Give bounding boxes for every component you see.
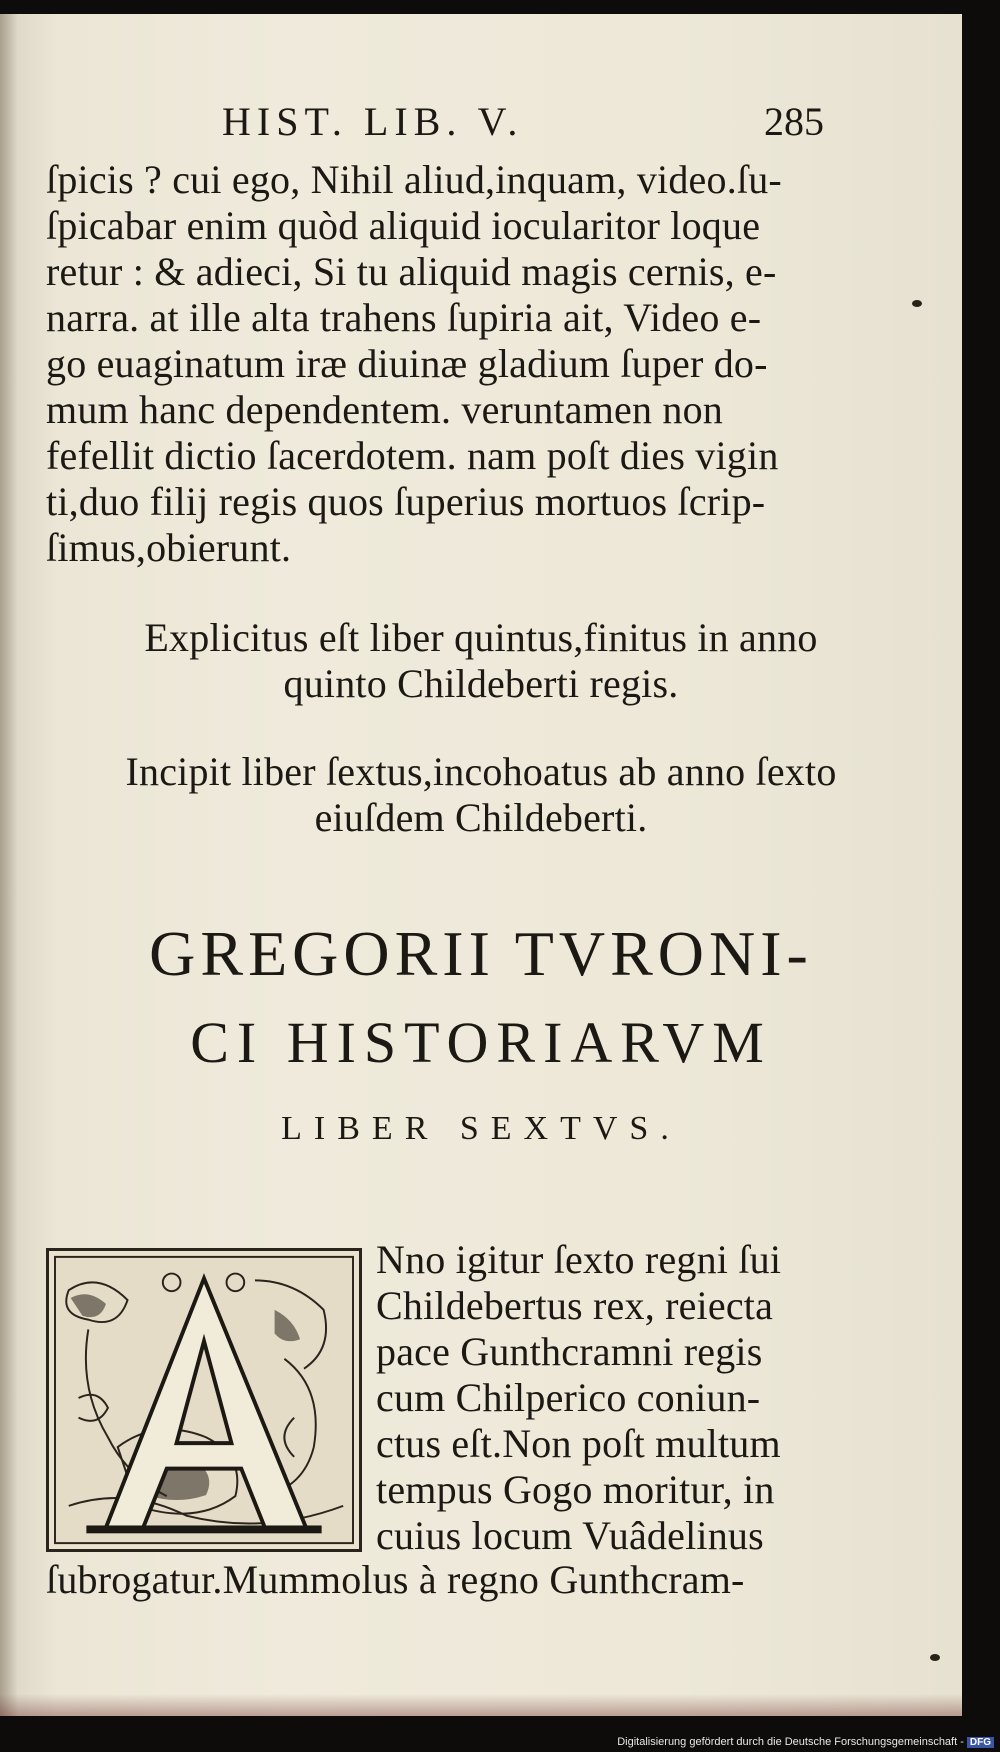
chapter-line: tempus Gogo moritur, in (376, 1467, 775, 1512)
page-gutter-shadow (0, 14, 18, 1716)
incipit-line: Incipit liber ſextus,incohoatus ab anno ſexto (125, 749, 837, 794)
text-line: go euaginatum iræ diuinæ gladium ſuper do- (46, 341, 768, 386)
book-title-line-1: GREGORII TVRONI- (149, 918, 813, 989)
chapter-line: ctus eſt.Non poſt multum (376, 1421, 781, 1466)
chapter-line: cum Chilperico coniun- (376, 1375, 761, 1420)
text-line: narra. at ille alta trahens ſupiria ait, Video e- (46, 295, 762, 340)
text-line: mum hanc dependentem. veruntamen non (46, 387, 723, 432)
chapter-line: pace Gunthcramni regis (376, 1329, 763, 1374)
chapter-line: cuius locum Vuâdelinus (376, 1513, 764, 1558)
dfg-logo: DFG (967, 1737, 994, 1748)
chapter-line: Nno igitur ſexto regni ſui (376, 1237, 782, 1282)
text-line: ſpicabar enim quòd aliquid iocularitor loque (46, 203, 761, 248)
text-line: ti,duo filij regis quos ſuperius mortuos ſcrip- (46, 479, 766, 524)
running-header: HIST. LIB. V. (222, 99, 524, 144)
explicit-line: Explicitus eſt liber quintus,finitus in anno (144, 615, 818, 660)
text-line: ſimus,obierunt. (46, 525, 292, 570)
book-page (0, 14, 962, 1716)
credit-text: Digitalisierung gefördert durch die Deutsche Forschungsgemeinschaft - (617, 1736, 964, 1748)
incipit-line: eiuſdem Childeberti. (314, 795, 648, 840)
text-line: fefellit dictio ſacerdotem. nam poſt dies vigin (46, 433, 779, 478)
explicit-line: quinto Childeberti regis. (283, 661, 679, 706)
ink-speck (912, 300, 922, 307)
book-title-line-3: LIBER SEXTVS. (281, 1110, 681, 1147)
text-line: ſubrogatur.Mummolus à regno Gunthcram- (46, 1557, 745, 1602)
chapter-line: Childebertus rex, reiecta (376, 1283, 774, 1328)
decorated-initial-letter (46, 1248, 362, 1552)
ink-speck (930, 1654, 940, 1661)
text-line: ſpicis ? cui ego, Nihil aliud,inquam, video.ſu- (46, 157, 782, 202)
digitization-credit (617, 1736, 994, 1748)
book-title-line-2: CI HISTORIARVM (190, 1010, 772, 1075)
page-number: 285 (764, 99, 824, 144)
woodcut-illustration (49, 1251, 359, 1549)
text-line: retur : & adieci, Si tu aliquid magis cernis, e- (46, 249, 777, 294)
